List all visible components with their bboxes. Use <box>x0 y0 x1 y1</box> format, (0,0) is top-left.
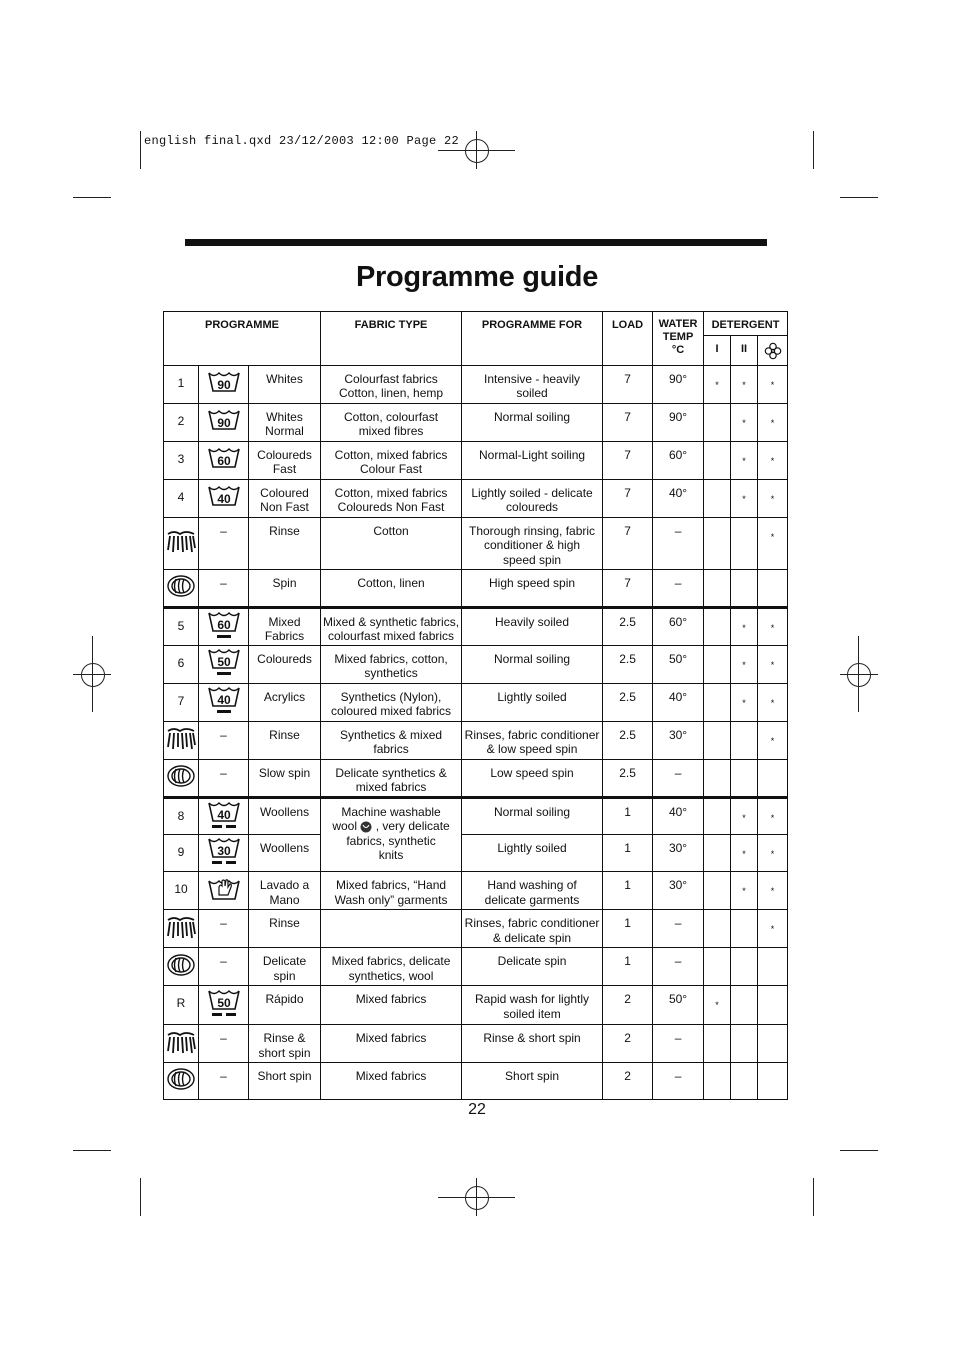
programme-number: 6 <box>164 645 199 683</box>
rinse-icon <box>166 740 196 754</box>
load-value: 2 <box>603 1063 653 1100</box>
table-row <box>164 948 788 986</box>
programme-symbol <box>199 797 249 835</box>
detergent-2-mark: * <box>731 607 758 645</box>
water-temp-value: 90° <box>653 365 704 403</box>
wash-90-icon <box>207 378 241 398</box>
programme-symbol <box>199 872 249 910</box>
page-number: 22 <box>468 1101 486 1118</box>
softener-mark: * <box>758 403 788 441</box>
softener-mark <box>758 1025 788 1063</box>
programme-for: Normal soiling <box>462 645 603 683</box>
detergent-2-mark <box>731 986 758 1025</box>
programme-name: Woollens <box>249 797 321 835</box>
load-value: 7 <box>603 479 653 517</box>
programme-name: Whites Normal <box>249 403 321 441</box>
programme-name: Slow spin <box>249 759 321 797</box>
programme-symbol <box>199 403 249 441</box>
programme-name: Whites <box>249 365 321 403</box>
water-temp-value: – <box>653 1063 704 1100</box>
detergent-1-mark <box>704 479 731 517</box>
detergent-1-mark <box>704 1025 731 1063</box>
programme-number: 8 <box>164 797 199 835</box>
table-row <box>164 1063 788 1100</box>
crop-mark <box>73 197 111 198</box>
load-value: 2.5 <box>603 759 653 797</box>
programme-for: Rinse & short spin <box>462 1025 603 1063</box>
softener-mark <box>758 759 788 797</box>
fabric-text: fabrics, synthetic knits <box>346 833 436 862</box>
softener-mark: * <box>758 441 788 479</box>
programme-number: 2 <box>164 403 199 441</box>
svg-text:90: 90 <box>216 378 231 393</box>
header-load: LOAD <box>603 312 653 366</box>
programme-dash: – <box>199 569 249 607</box>
programme-for: Delicate spin <box>462 948 603 986</box>
load-value: 7 <box>603 441 653 479</box>
table-row <box>164 365 788 403</box>
detergent-1-mark <box>704 910 731 948</box>
programme-for: Thorough rinsing, fabric conditioner & high speed spin <box>462 517 603 569</box>
load-value: 1 <box>603 948 653 986</box>
wash-50-delicate-icon <box>207 996 241 1022</box>
wash-90-icon <box>207 416 241 436</box>
svg-text:90: 90 <box>216 416 231 431</box>
rinse-icon <box>166 543 196 557</box>
table-row <box>164 872 788 910</box>
crop-mark <box>813 131 814 169</box>
detergent-1-mark <box>704 835 731 872</box>
programme-for: Rapid wash for lightly soiled item <box>462 986 603 1025</box>
detergent-2-mark: * <box>731 872 758 910</box>
table-row <box>164 1025 788 1063</box>
detergent-1-mark <box>704 569 731 607</box>
programme-for: Lightly soiled - delicate coloureds <box>462 479 603 517</box>
wash-50-synthetic-icon <box>207 655 241 681</box>
programme-symbol <box>164 948 199 986</box>
programme-name: Rinse <box>249 517 321 569</box>
programme-symbol <box>199 683 249 721</box>
svg-text:50: 50 <box>216 655 231 670</box>
programme-name: Lavado a Mano <box>249 872 321 910</box>
water-temp-value: 30° <box>653 721 704 759</box>
crop-mark <box>140 131 141 169</box>
detergent-1-mark <box>704 645 731 683</box>
programme-for: Intensive - heavily soiled <box>462 365 603 403</box>
table-row <box>164 479 788 517</box>
fabric-type: Mixed fabrics, delicate synthetics, wool <box>321 948 462 986</box>
table-row <box>164 403 788 441</box>
header-detergent-softener <box>758 336 788 366</box>
header-detergent-1: I <box>704 336 731 366</box>
water-temp-value: 30° <box>653 872 704 910</box>
crop-mark <box>813 1178 814 1216</box>
water-temp-value: 30° <box>653 835 704 872</box>
svg-text:60: 60 <box>216 454 231 469</box>
svg-text:40: 40 <box>216 693 231 708</box>
programme-for: Heavily soiled <box>462 607 603 645</box>
water-temp-value: 40° <box>653 797 704 835</box>
rinse-icon <box>166 1044 196 1058</box>
programme-symbol <box>199 835 249 872</box>
registration-circle <box>465 139 489 163</box>
softener-mark <box>758 569 788 607</box>
programme-for: Hand washing of delicate garments <box>462 872 603 910</box>
programme-number: 10 <box>164 872 199 910</box>
fabric-type <box>321 910 462 948</box>
header-detergent-2: II <box>731 336 758 366</box>
detergent-2-mark: * <box>731 797 758 835</box>
programme-symbol <box>164 1025 199 1063</box>
load-value: 7 <box>603 365 653 403</box>
crop-mark <box>840 1150 878 1151</box>
load-value: 1 <box>603 797 653 835</box>
programme-number: 1 <box>164 365 199 403</box>
crop-mark <box>73 1150 111 1151</box>
programme-for: Short spin <box>462 1063 603 1100</box>
rinse-icon <box>166 929 196 943</box>
programme-symbol <box>199 986 249 1025</box>
detergent-1-mark <box>704 403 731 441</box>
fabric-type: Mixed fabrics, cotton, synthetics <box>321 645 462 683</box>
programme-number: R <box>164 986 199 1025</box>
programme-symbol <box>164 569 199 607</box>
programme-name: Mixed Fabrics <box>249 607 321 645</box>
water-temp-value: – <box>653 910 704 948</box>
svg-text:50: 50 <box>216 996 231 1011</box>
water-temp-line2: TEMP <box>662 331 694 343</box>
table-row <box>164 835 788 872</box>
water-temp-value: 60° <box>653 607 704 645</box>
load-value: 2.5 <box>603 721 653 759</box>
load-value: 1 <box>603 910 653 948</box>
programme-name: Coloureds <box>249 645 321 683</box>
detergent-2-mark <box>731 759 758 797</box>
table-row <box>164 645 788 683</box>
detergent-2-mark <box>731 517 758 569</box>
fabric-type: Synthetics & mixed fabrics <box>321 721 462 759</box>
svg-text:40: 40 <box>216 492 231 507</box>
header-water-temp <box>653 312 704 366</box>
registration-circle <box>465 1186 489 1210</box>
detergent-1-mark <box>704 759 731 797</box>
table-row <box>164 910 788 948</box>
programme-for: Low speed spin <box>462 759 603 797</box>
load-value: 2.5 <box>603 683 653 721</box>
table-row <box>164 683 788 721</box>
programme-dash: – <box>199 517 249 569</box>
water-temp-value: 50° <box>653 986 704 1025</box>
programme-name: Woollens <box>249 835 321 872</box>
detergent-2-mark: * <box>731 479 758 517</box>
load-value: 7 <box>603 403 653 441</box>
programme-for: High speed spin <box>462 569 603 607</box>
wash-40-icon <box>207 492 241 512</box>
programme-number: 3 <box>164 441 199 479</box>
fabric-text: wool <box>332 819 357 833</box>
fabric-type: Cotton, colourfast mixed fibres <box>321 403 462 441</box>
detergent-2-mark <box>731 1025 758 1063</box>
detergent-1-mark <box>704 872 731 910</box>
detergent-2-mark: * <box>731 441 758 479</box>
header-detergent: DETERGENT <box>704 312 788 336</box>
table-row <box>164 517 788 569</box>
load-value: 2 <box>603 986 653 1025</box>
svg-text:40: 40 <box>216 807 231 822</box>
water-temp-value: – <box>653 517 704 569</box>
wash-30-delicate-icon <box>207 844 241 870</box>
fabric-text: Machine washable <box>341 804 441 819</box>
table-row <box>164 797 788 835</box>
programme-symbol <box>164 517 199 569</box>
fabric-type: Cotton, mixed fabrics Coloureds Non Fast <box>321 479 462 517</box>
softener-mark: * <box>758 721 788 759</box>
registration-circle <box>81 663 105 687</box>
svg-text:30: 30 <box>216 844 231 859</box>
spin-icon <box>166 587 196 601</box>
detergent-2-mark: * <box>731 403 758 441</box>
detergent-1-mark <box>704 441 731 479</box>
table-row <box>164 759 788 797</box>
programme-symbol <box>164 1063 199 1100</box>
fabric-type: Delicate synthetics & mixed fabrics <box>321 759 462 797</box>
softener-mark: * <box>758 365 788 403</box>
spin-icon <box>166 1080 196 1094</box>
programme-for: Lightly soiled <box>462 835 603 872</box>
fabric-type-cell <box>321 797 462 872</box>
fabric-type: Colourfast fabrics Cotton, linen, hemp <box>321 365 462 403</box>
detergent-2-mark <box>731 721 758 759</box>
crop-mark <box>140 1178 141 1216</box>
softener-mark: * <box>758 872 788 910</box>
programme-number: 9 <box>164 835 199 872</box>
detergent-1-mark <box>704 948 731 986</box>
page-title: Programme guide <box>355 261 599 293</box>
load-value: 2 <box>603 1025 653 1063</box>
programme-name: Spin <box>249 569 321 607</box>
load-value: 2.5 <box>603 607 653 645</box>
programme-symbol <box>199 607 249 645</box>
detergent-2-mark <box>731 1063 758 1100</box>
water-temp-value: 40° <box>653 683 704 721</box>
programme-for: Normal-Light soiling <box>462 441 603 479</box>
programme-for: Lightly soiled <box>462 683 603 721</box>
fabric-text: , very delicate <box>375 819 450 833</box>
softener-mark: * <box>758 797 788 835</box>
registration-circle <box>847 663 871 687</box>
softener-mark <box>758 1063 788 1100</box>
programme-name: Rápido <box>249 986 321 1025</box>
detergent-1-mark: * <box>704 986 731 1025</box>
programme-for: Normal soiling <box>462 403 603 441</box>
programme-dash: – <box>199 910 249 948</box>
programme-symbol <box>164 910 199 948</box>
detergent-2-mark: * <box>731 683 758 721</box>
programme-dash: – <box>199 948 249 986</box>
detergent-1-mark <box>704 517 731 569</box>
load-value: 1 <box>603 835 653 872</box>
crop-mark <box>840 197 878 198</box>
programme-name: Short spin <box>249 1063 321 1100</box>
hand-wash-icon <box>207 892 241 906</box>
fabric-type: Mixed fabrics <box>321 1063 462 1100</box>
wash-40-delicate-icon <box>207 807 241 834</box>
water-temp-value: 90° <box>653 403 704 441</box>
detergent-2-mark <box>731 948 758 986</box>
wash-60-icon <box>207 454 241 474</box>
programme-dash: – <box>199 1025 249 1063</box>
table-row <box>164 721 788 759</box>
programme-symbol <box>164 721 199 759</box>
fabric-type: Mixed fabrics <box>321 986 462 1025</box>
water-temp-value: 50° <box>653 645 704 683</box>
fabric-type: Cotton, mixed fabrics Colour Fast <box>321 441 462 479</box>
table-row <box>164 607 788 645</box>
softener-mark <box>758 986 788 1025</box>
wash-40-synthetic-icon <box>207 693 241 719</box>
detergent-1-mark: * <box>704 365 731 403</box>
programme-symbol <box>164 759 199 797</box>
water-temp-value: – <box>653 759 704 797</box>
programme-for: Rinses, fabric conditioner & low speed spin <box>462 721 603 759</box>
programme-name: Rinse & short spin <box>249 1025 321 1063</box>
table-row <box>164 569 788 607</box>
softener-mark: * <box>758 910 788 948</box>
svg-text:60: 60 <box>216 617 231 632</box>
softener-mark: * <box>758 607 788 645</box>
load-value: 7 <box>603 569 653 607</box>
water-temp-line1: WATER <box>658 318 698 330</box>
programme-dash: – <box>199 759 249 797</box>
programme-name: Acrylics <box>249 683 321 721</box>
programme-name: Rinse <box>249 910 321 948</box>
detergent-2-mark <box>731 910 758 948</box>
fabric-type: Cotton, linen <box>321 569 462 607</box>
header-programme: PROGRAMME <box>164 312 321 366</box>
water-temp-value: 60° <box>653 441 704 479</box>
flower-softener-icon <box>764 342 782 360</box>
softener-mark: * <box>758 479 788 517</box>
detergent-1-mark <box>704 1063 731 1100</box>
water-temp-value: 40° <box>653 479 704 517</box>
table-row <box>164 986 788 1025</box>
softener-mark: * <box>758 683 788 721</box>
table-row <box>164 441 788 479</box>
detergent-1-mark <box>704 607 731 645</box>
load-value: 7 <box>603 517 653 569</box>
detergent-2-mark: * <box>731 645 758 683</box>
programme-name: Delicate spin <box>249 948 321 986</box>
spin-icon <box>166 777 196 791</box>
water-temp-value: – <box>653 1025 704 1063</box>
programme-number: 7 <box>164 683 199 721</box>
softener-mark: * <box>758 835 788 872</box>
fabric-type: Synthetics (Nylon), coloured mixed fabrics <box>321 683 462 721</box>
programme-table <box>163 311 788 1100</box>
fabric-type: Mixed fabrics, “Hand Wash only” garments <box>321 872 462 910</box>
detergent-1-mark <box>704 721 731 759</box>
softener-mark <box>758 948 788 986</box>
softener-mark: * <box>758 517 788 569</box>
water-temp-line3: °C <box>671 344 685 356</box>
water-temp-value: – <box>653 948 704 986</box>
detergent-1-mark <box>704 797 731 835</box>
detergent-1-mark <box>704 683 731 721</box>
programme-number: 5 <box>164 607 199 645</box>
programme-symbol <box>199 479 249 517</box>
programme-dash: – <box>199 721 249 759</box>
header-fabric-type: FABRIC TYPE <box>321 312 462 366</box>
wash-60-synthetic-icon <box>207 617 241 644</box>
title-rule <box>185 239 767 246</box>
programme-symbol <box>199 441 249 479</box>
programme-symbol <box>199 645 249 683</box>
programme-name: Rinse <box>249 721 321 759</box>
softener-mark: * <box>758 645 788 683</box>
file-header: english final.qxd 23/12/2003 12:00 Page 22 <box>144 134 460 148</box>
programme-for: Normal soiling <box>462 797 603 835</box>
fabric-type: Cotton <box>321 517 462 569</box>
header-programme-for: PROGRAMME FOR <box>462 312 603 366</box>
spin-icon <box>166 966 196 980</box>
programme-symbol <box>199 365 249 403</box>
water-temp-value: – <box>653 569 704 607</box>
programme-dash: – <box>199 1063 249 1100</box>
wool-mark-icon <box>360 821 372 833</box>
load-value: 2.5 <box>603 645 653 683</box>
programme-name: Coloured Non Fast <box>249 479 321 517</box>
detergent-2-mark: * <box>731 365 758 403</box>
fabric-type: Mixed fabrics <box>321 1025 462 1063</box>
detergent-2-mark <box>731 569 758 607</box>
programme-name: Coloureds Fast <box>249 441 321 479</box>
load-value: 1 <box>603 872 653 910</box>
programme-number: 4 <box>164 479 199 517</box>
programme-for: Rinses, fabric conditioner & delicate spin <box>462 910 603 948</box>
fabric-type: Mixed & synthetic fabrics, colourfast mixed fabrics <box>321 607 462 645</box>
detergent-2-mark: * <box>731 835 758 872</box>
